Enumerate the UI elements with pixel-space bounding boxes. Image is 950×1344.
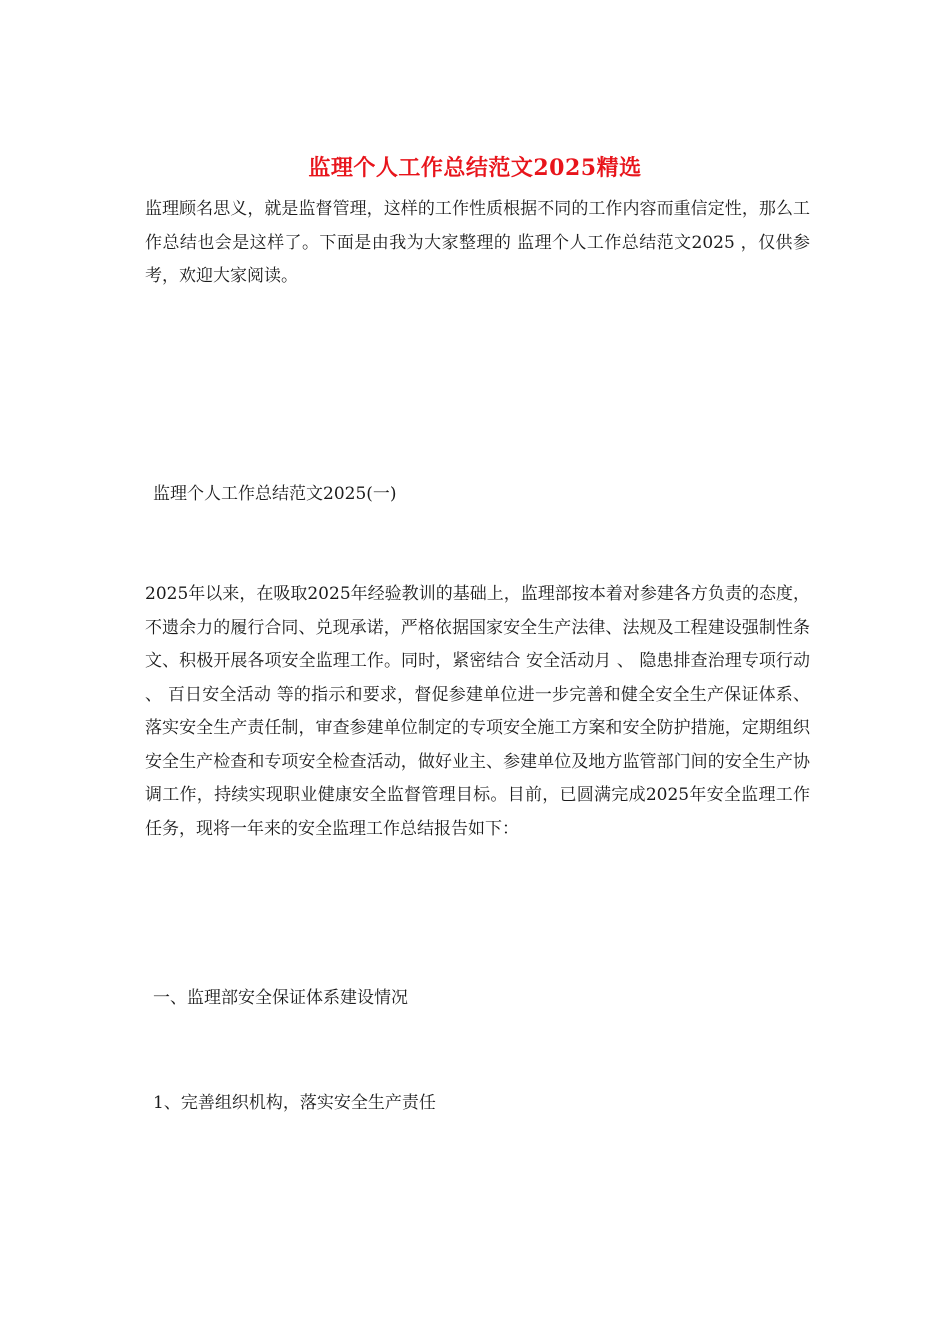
section-heading: 监理个人工作总结范文2025(一): [153, 484, 397, 504]
heading-safety-system: 一、监理部安全保证体系建设情况: [153, 988, 408, 1008]
intro-paragraph: 监理顾名思义，就是监督管理，这样的工作性质根据不同的工作内容而重信定性，那么工作总结也会是这样了。下面是由我为大家整理的 监理个人工作总结范文2025 ，仅供参考，欢迎大家阅读。: [145, 199, 810, 286]
body-paragraph: [145, 578, 810, 846]
heading-organization: 1、完善组织机构，落实安全生产责任: [153, 1093, 436, 1113]
document-title: 监理个人工作总结范文2025精选: [308, 155, 642, 181]
body-paragraph-text: 2025年以来，在吸取2025年经验教训的基础上，监理部按本着对参建各方负责的态度，不遗余力的履行合同、兑现承诺，严格依据国家安全生产法律、法规及工程建设强制性条文、积极开展各项安全监理工作。同时，紧密结合 安全活动月 、 隐患排查治理专项行动 、 百日安全活动 等的指示和要求，督促参建单位进一步完善和健全安全生产保证体系、落实安全生产责任制，审查参建单位制定的专项安全施工方案和安全防护措施，定期组织安全生产检查和专项安全检查活动，做好业主、参建单位及地方监管部门间的安全生产协调工作，持续实现职业健康安全监督管理目标。目前，已圆满完成2025年安全监理工作任务，现将一年来的安全监理工作总结报告如下：: [145, 584, 810, 839]
